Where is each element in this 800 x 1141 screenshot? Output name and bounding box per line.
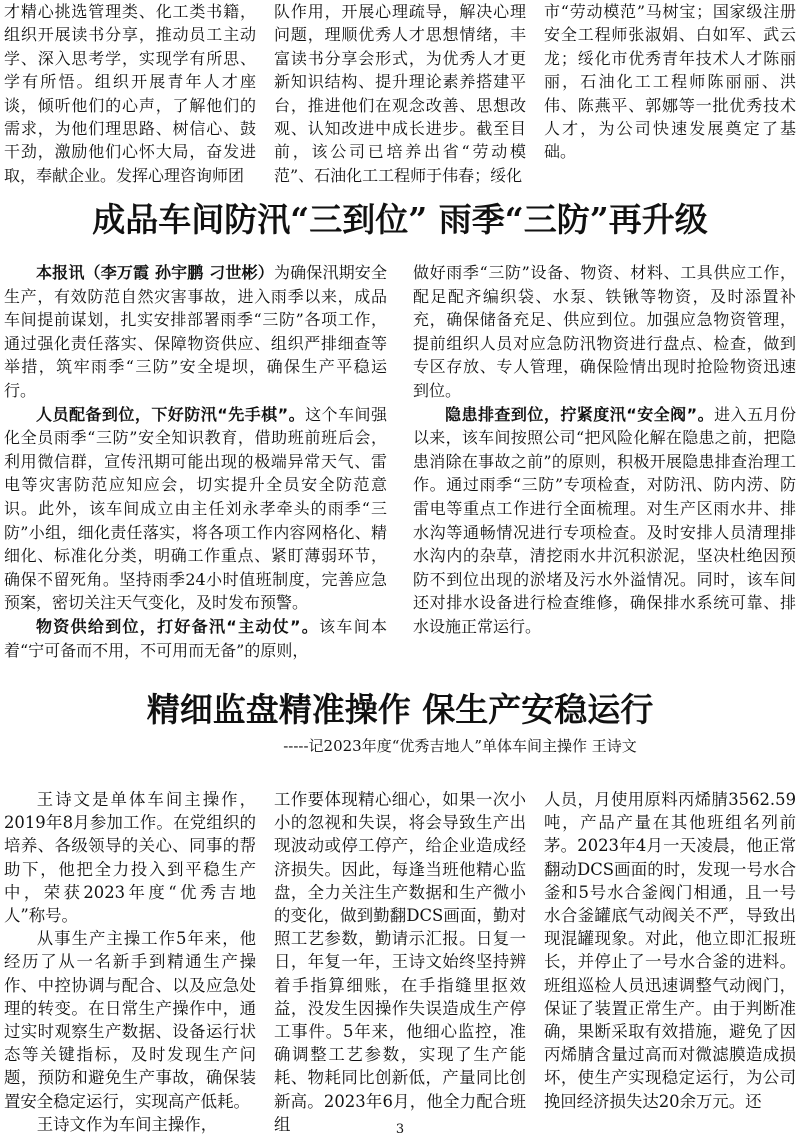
article1-paragraph-1 xyxy=(4,261,387,403)
top-col2-text: 队作用，开展心理疏导，解决心理问题，理顺优秀人才思想情绪，丰富读书分享会形式，为优秀人才更新知识结构、提升理论素养搭建平台，推进他们在观念改善、思想改观、认知改进中成长进步。截至目前，该公司已培养出省“劳动模范”、石油化工工程师于伟春；绥化 xyxy=(274,2,526,185)
top-column-2 xyxy=(274,0,526,186)
top-col3-text: 市“劳动模范”马树宝；国家级注册安全工程师张淑娟、白如军、武云龙；绥化市优秀青年技术人才陈丽丽，石油化工工程师陈丽丽、洪伟、陈燕平、郭娜等一批优秀技术人才，为公司快速发展奠定了基础。 xyxy=(544,2,796,162)
top-col1-text: 才精心挑选管理类、化工类书籍，组织开展读书分享，推动员工主动学、深入思考学，实现学有所思、学有所悟。组织开展青年人才座谈，倾听他们的心声，了解他们的需求，为他们理思路、树信心、鼓干劲，激励他们心怀大局，奋发进取，奉献企业。发挥心理咨询师团 xyxy=(4,2,256,185)
article1-paragraph-3 xyxy=(4,615,387,662)
top-column-3 xyxy=(544,0,796,186)
article1-column-right xyxy=(413,261,796,651)
article2-paragraph-1: 王诗文是单体车间主操作，2019年8月参加工作。在党组织的培养、各级领导的关心、同事的帮助下，他把全力投入到平稳生产中，荣获2023年度“优秀吉地人”称号。 xyxy=(4,790,256,926)
article2-body xyxy=(4,788,796,1134)
previous-article-continuation xyxy=(4,0,796,186)
article1-paragraph-4: 做好雨季“三防”设备、物资、材料、工具供应工作，配足配齐编织袋、水泵、铁锹等物资，及时添置补充，确保储备充足、供应到位。加强应急物资管理，提前组织人员对应急防汛物资进行盘点、检查，做到专区存放、专人管理，确保险情出现时抢险物资迅速到位。 xyxy=(413,263,796,400)
article2-column-3 xyxy=(544,788,796,1118)
article1-headline: 成品车间防汛“三到位” 雨季“三防”再升级 xyxy=(92,200,708,239)
article1-paragraph-2 xyxy=(4,403,387,615)
article2-paragraph-3: 王诗文作为车间主操作， xyxy=(36,1114,218,1134)
article1-subhead-personnel: 人员配备到位，下好防汛“先手棋”。 xyxy=(36,404,306,424)
article1-p5-text: 进入五月份以来，该车间按照公司“把风险化解在隐患之前，把隐患消除在事故之前”的原则，积极开展隐患排查治理工作。通过雨季“三防”专项检查，对防汛、防内涝、防雷电等重点工作进行全面梳理。对生产区雨水井、排水沟等通畅情况进行专项检查。及时安排人员清理排水沟内的杂草，清挖雨水井沉积淤泥，坚决杜绝因预防不到位出现的淤堵及污水外溢情况。同时，该车间还对排水设备进行检查维修，确保排水系统可靠、排水设施正常运行。 xyxy=(413,404,796,636)
article2-paragraph-5: 人员，月使用原料丙烯腈3562.59吨，产品产量在其他班组名列前茅。2023年4月一天凌晨，他正常翻动DCS画面的时，发现一号水合釜和5号水合釜阀门相通，且一号水合釜罐底气动阀关不严，导致出现混罐现象。对此，他立即汇报班长，并停止了一号水合釜的进料。班组巡检人员迅速调整气动阀门，保证了装置正常生产。由于判断准确，果断采取有效措施，避免了因丙烯腈含量过高而对微滤膜造成损坏，使生产实现稳定运行，为公司挽回经济损失达20余万元。还 xyxy=(544,790,796,1111)
article1-p2-text: 这个车间强化全员雨季“三防”安全知识教育，借助班前班后会，利用微信群，宣传汛期可能出现的极端异常天气、雷电等灾害防范应知应会，切实提升全员安全防范意识。此外，该车间成立由主任刘永孝牵头的雨季“三防”小组，细化责任落实，将各项工作内容网格化、精细化、标准化分类，明确工作重点、紧盯薄弱环节，确保不留死角。坚持雨季24小时值班制度，完善应急预案，密切关注天气变化，及时发布预警。 xyxy=(4,404,387,613)
article1-body xyxy=(4,261,796,660)
article1-paragraph-5 xyxy=(413,403,796,639)
article2-paragraph-2: 从事生产主操工作5年来，他经历了从一名新手到精通生产操作、中控协调与配合、以及应急处理的转变。在日常生产操作中，通过实时观察生产数据、设备运行状态等关键指标，及时发现生产问题，预防和避免生产事故，确保装置安全稳定运行，实现高产低耗。 xyxy=(4,929,256,1111)
article2-headline: 精细监盘精准操作 保生产安稳运行 xyxy=(146,690,654,729)
article1-column-left xyxy=(4,261,387,660)
article1-p3-text: 该车间本着“宁可备而不用，不可用而无备”的原则， xyxy=(4,616,387,660)
article2-paragraph-4: 工作要体现精心细心，如果一次小小的忽视和失误，将会导致生产出现波动或停工停产，给企业造成经济损失。因此，每逢当班他精心监盘，全力关注生产数据和生产微小的变化，做到勤翻DCS画面，勤对照工艺参数，勤请示汇报。日复一日，年复一年，王诗文始终坚持辨着手指算细账，在手指缝里抠效益，没发生因操作失误造成生产停工事件。5年来，他细心监控，准确调整工艺参数，实现了生产能耗、物耗同比创新低，产量同比创新高。2023年6月，他全力配合班组 xyxy=(274,790,526,1134)
article1-subhead-hazard: 隐患排查到位，拧紧度汛“安全阀”。 xyxy=(445,404,715,424)
article1-p1-text: 为确保汛期安全生产，有效防范自然灾害事故，进入雨季以来，成品车间提前谋划，扎实安排部署雨季“三防”各项工作，通过强化责任落实、保障物资供应、组织严排细查等举措，筑牢雨季“三防”安全堤坝，确保生产平稳运行。 xyxy=(4,263,387,400)
article1-subhead-supplies: 物资供给到位，打好备汛“主动仗”。 xyxy=(36,616,320,636)
article2-subheadline: -----记2023年度“优秀吉地人”单体车间主操作 王诗文 xyxy=(283,737,637,755)
top-column-1 xyxy=(4,0,256,186)
page-number: 3 xyxy=(395,1122,405,1137)
article2-column-1 xyxy=(4,788,256,1134)
article2-column-2 xyxy=(274,788,526,1134)
article1-byline: 本报讯（李万霞 孙宇鹏 刁世彬） xyxy=(36,263,274,282)
